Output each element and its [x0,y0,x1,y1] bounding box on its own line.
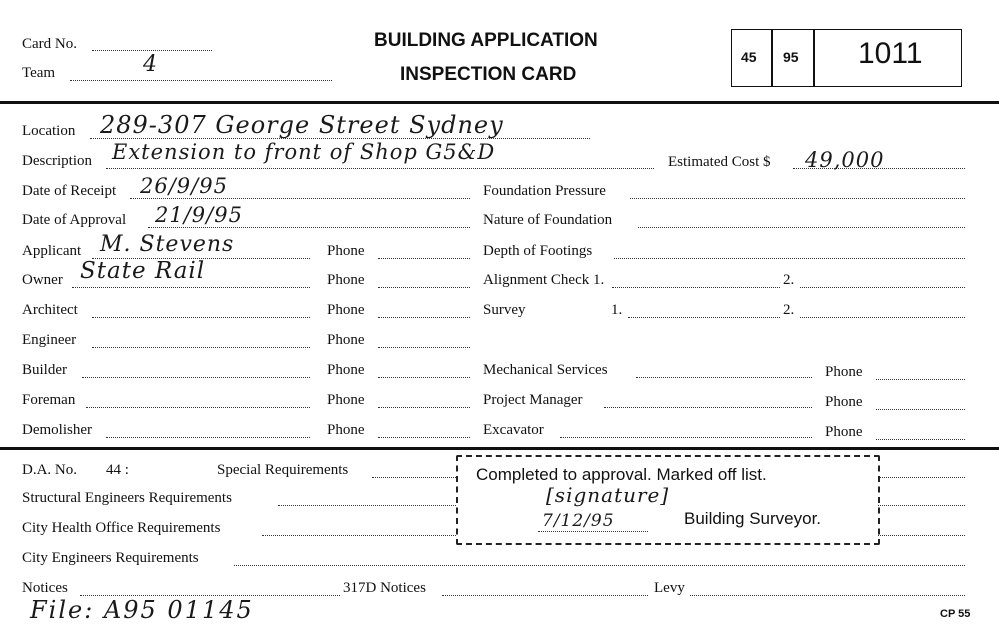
owner-phone-line [378,287,470,288]
owner-value: State Rail [80,258,206,284]
alignment-check-line-2 [800,287,965,288]
description-line [106,168,654,169]
card-no-line [92,50,212,51]
card-number-box [731,29,962,87]
engineer-line [92,347,310,348]
excavator-line [560,437,812,438]
alignment-check-line-1 [612,287,780,288]
mechanical-line [636,377,812,378]
architect-label: Architect [22,302,78,318]
city-eng-req-line [234,565,965,566]
da-no-label: D.A. No. [22,462,77,478]
card-no-label: Card No. [22,36,77,52]
demolisher-phone-label: Phone [327,422,365,438]
demolisher-label: Demolisher [22,422,92,438]
box-code-b: 95 [783,49,799,65]
owner-line [72,287,310,288]
architect-phone-label: Phone [327,302,365,318]
alignment-check-label: Alignment Check 1. [483,272,605,288]
engineer-label: Engineer [22,332,77,348]
foreman-line [86,407,310,408]
levy-label: Levy [654,580,685,596]
architect-line [92,317,310,318]
estimated-cost-value: 49,000 [805,148,885,172]
location-label: Location [22,123,76,139]
special-req-label: Special Requirements [217,462,349,478]
builder-phone-label: Phone [327,362,365,378]
date-receipt-label: Date of Receipt [22,183,117,199]
team-label: Team [22,65,56,81]
applicant-label: Applicant [22,243,82,259]
team-value: 4 [143,52,158,77]
health-req-line-right [878,535,965,536]
mechanical-label: Mechanical Services [483,362,608,378]
date-approval-line [148,227,470,228]
survey-line-2 [800,317,965,318]
excavator-label: Excavator [483,422,544,438]
foundation-pressure-line [630,198,965,199]
mechanical-phone-line [876,379,965,380]
engineer-phone-label: Phone [327,332,365,348]
date-approval-label: Date of Approval [22,212,127,228]
builder-line [82,377,310,378]
project-manager-line [604,407,812,408]
structural-req-label: Structural Engineers Requirements [22,490,232,506]
date-approval-value: 21/9/95 [155,203,243,227]
estimated-cost-label: Estimated Cost $ [668,154,771,170]
stamp-signature-line [538,531,648,532]
form-title-line1: BUILDING APPLICATION [374,30,598,51]
foreman-phone-line [378,407,470,408]
depth-footings-line [614,258,965,259]
project-manager-phone-line [876,409,965,410]
demolisher-line [106,437,310,438]
applicant-value: M. Stevens [100,232,235,257]
survey-label: Survey [483,302,526,318]
survey-line-1 [628,317,780,318]
project-manager-phone-label: Phone [825,394,863,410]
nature-foundation-line [638,227,965,228]
box-divider-1 [771,30,773,86]
notices-317d-line [442,595,648,596]
header-divider [0,101,999,104]
stamp-signature: [signature] [546,483,670,507]
location-value: 289-307 George Street Sydney [100,111,504,139]
engineer-phone-line [378,347,470,348]
card-number: 1011 [858,37,923,70]
excavator-phone-label: Phone [825,424,863,440]
form-title-line2: INSPECTION CARD [400,64,577,85]
health-req-label: City Health Office Requirements [22,520,221,536]
box-divider-2 [813,30,815,86]
stamp-date: 7/12/95 [542,511,615,531]
owner-label: Owner [22,272,63,288]
approval-stamp [456,455,880,545]
stamp-text: Completed to approval. Marked off list. [476,465,767,484]
survey-2-label: 2. [783,302,795,318]
form-code: CP 55 [940,608,971,620]
special-req-line-right [878,477,965,478]
special-req-line [372,477,456,478]
project-manager-label: Project Manager [483,392,583,408]
survey-1-label: 1. [611,302,623,318]
description-value: Extension to front of Shop G5&D [112,140,496,164]
excavator-phone-line [876,439,965,440]
architect-phone-line [378,317,470,318]
foreman-phone-label: Phone [327,392,365,408]
alignment-check-2-label: 2. [783,272,795,288]
da-no-value: 44 : [106,462,129,478]
file-note: File: A95 01145 [30,596,254,624]
demolisher-phone-line [378,437,470,438]
city-eng-req-label: City Engineers Requirements [22,550,199,566]
mechanical-phone-label: Phone [825,364,863,380]
notices-label: Notices [22,580,68,596]
team-line [70,80,332,81]
builder-label: Builder [22,362,67,378]
nature-foundation-label: Nature of Foundation [483,212,613,228]
applicant-phone-label: Phone [327,243,365,259]
builder-phone-line [378,377,470,378]
structural-req-line [278,505,456,506]
applicant-phone-line [378,258,470,259]
structural-req-line-right [878,505,965,506]
depth-footings-label: Depth of Footings [483,243,593,259]
date-receipt-value: 26/9/95 [140,174,228,198]
description-label: Description [22,153,92,169]
box-code-a: 45 [741,49,757,65]
stamp-role: Building Surveyor. [684,509,822,528]
foreman-label: Foreman [22,392,76,408]
foundation-pressure-label: Foundation Pressure [483,183,606,199]
levy-line [690,595,965,596]
lower-divider [0,447,999,450]
health-req-line [262,535,456,536]
notices-317d-label: 317D Notices [343,580,426,596]
date-receipt-line [130,198,470,199]
owner-phone-label: Phone [327,272,365,288]
